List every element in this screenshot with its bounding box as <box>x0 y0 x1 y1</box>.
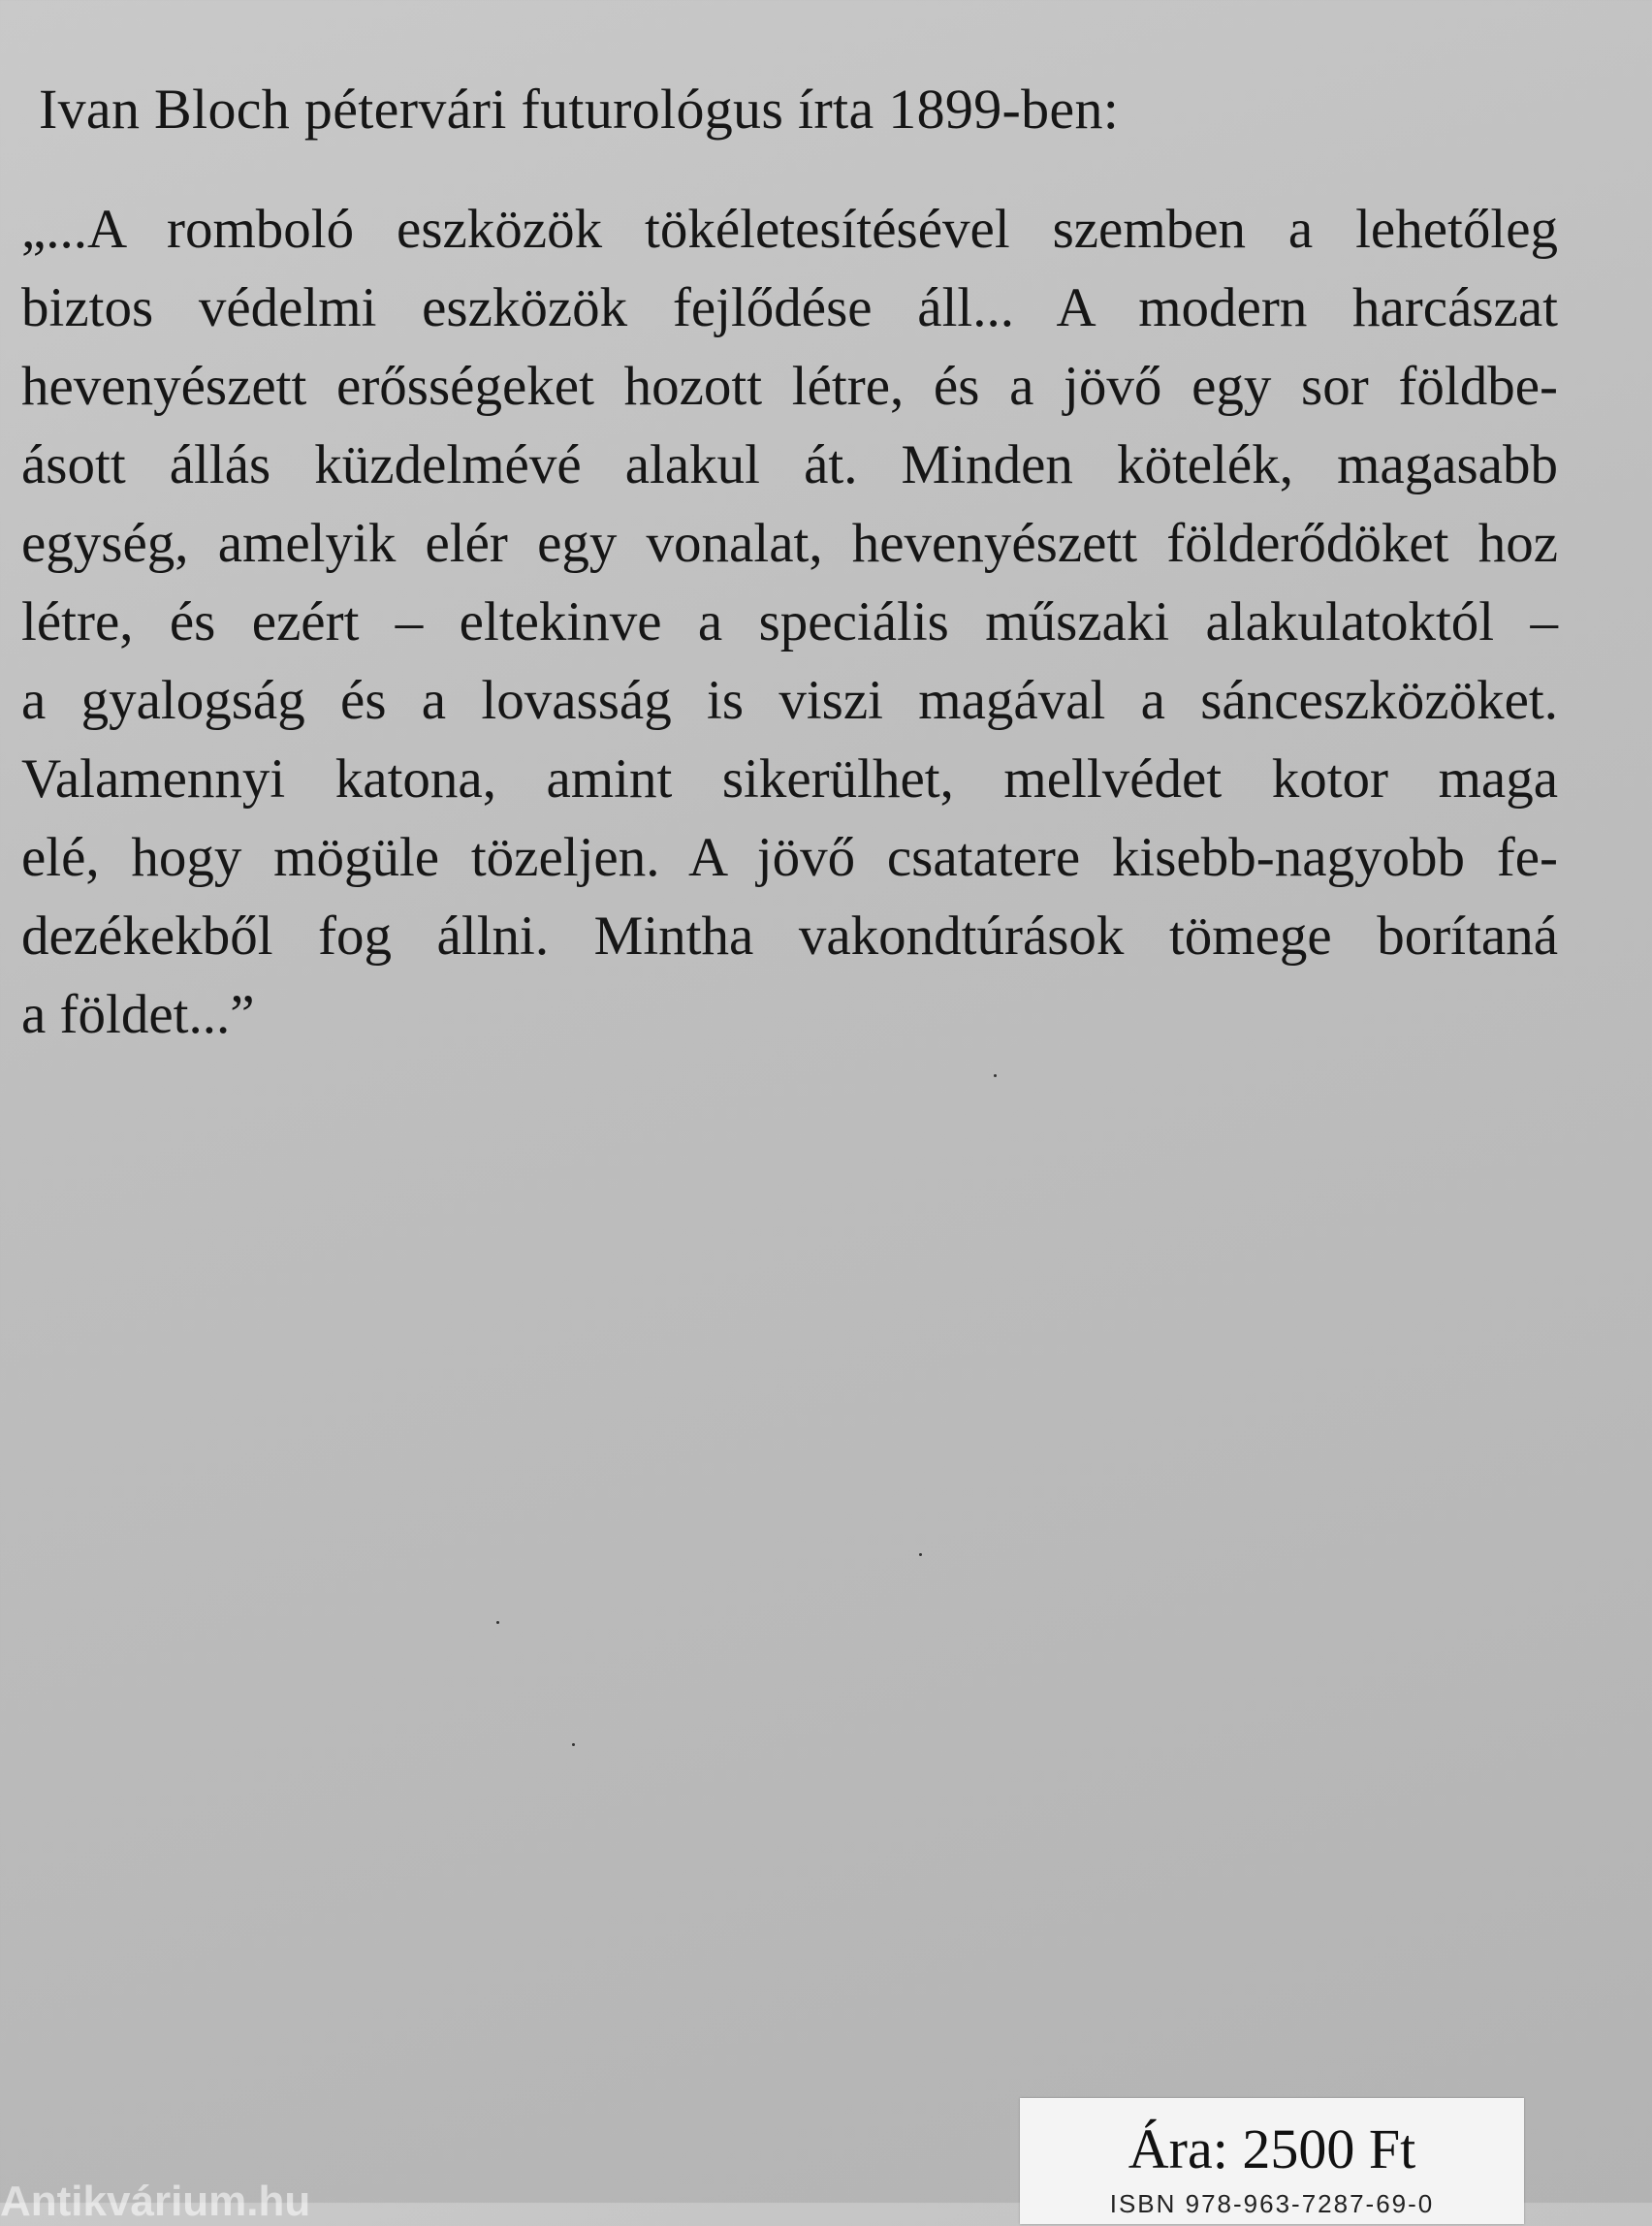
price-text: Ára: 2500 Ft <box>1128 2117 1416 2180</box>
quote-line: a földet...” <box>21 984 255 1045</box>
isbn-text: ISBN 978-963-7287-69-0 <box>1109 2189 1435 2218</box>
quote-block <box>21 190 1558 1054</box>
watermark: Antikvárium.hu <box>0 2178 311 2225</box>
price-sticker <box>1020 2098 1524 2224</box>
quote-line: elé, hogy mögüle tözeljen. A jövő csatatere kisebb-nagyobb fe- <box>21 827 1558 888</box>
quote-line: Valamennyi katona, amint sikerülhet, mellvédet kotor maga <box>21 748 1558 810</box>
quote-line: a gyalogság és a lovasság is viszi magával a sánceszközöket. <box>21 670 1558 731</box>
paper-speck <box>994 1074 997 1077</box>
intro-line: Ivan Bloch pétervári futurológus írta 1899-ben: <box>39 78 1120 141</box>
quote-line: ásott állás küzdelmévé alakul át. Minden kötelék, magasabb <box>21 434 1558 495</box>
quote-line: egység, amelyik elér egy vonalat, hevenyészett földerődöket hoz <box>21 513 1558 574</box>
quote-line: létre, és ezért – eltekinve a speciális műszaki alakulatoktól – <box>21 591 1558 652</box>
paper-speck <box>572 1743 575 1746</box>
paper-speck <box>496 1621 499 1624</box>
quote-line: dezékekből fog állni. Mintha vakondtúrások tömege borítaná <box>21 906 1558 967</box>
quote-line: „...A romboló eszközök tökéletesítésével szemben a lehetőleg <box>21 199 1558 260</box>
paper-speck <box>919 1553 922 1556</box>
quote-line: hevenyészett erősségeket hozott létre, és a jövő egy sor földbe- <box>21 356 1558 417</box>
quote-line: biztos védelmi eszközök fejlődése áll... A modern harcászat <box>21 277 1558 338</box>
